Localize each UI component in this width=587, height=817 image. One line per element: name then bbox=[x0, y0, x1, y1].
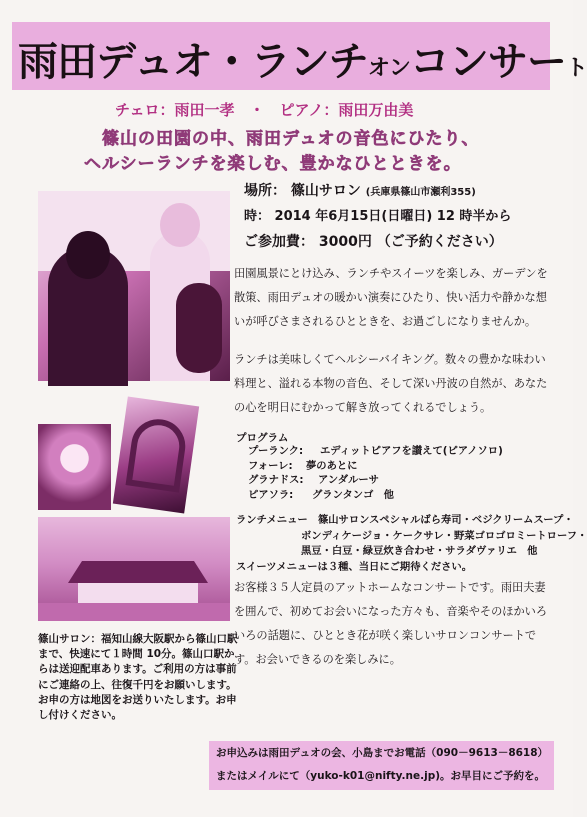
tagline-line-1: 篠山の田園の中、雨田デュオの音色にひたり、 bbox=[102, 129, 480, 149]
access-info: 篠山サロン：福知山線大阪駅から篠山口駅まで、快速にて１時間 10分。篠山口駅からは送迎配車あります。ご利用の方は事前にご連絡の上、往復千円をお願いします。 お申の方は地図をお送りいたします。お申し付けください。 bbox=[38, 633, 238, 722]
program-item: ピアソラ: グランタンゴ 他 bbox=[248, 488, 394, 501]
title-main: 雨田デュオ・ランチ bbox=[18, 39, 368, 85]
description-line: を囲んで、初めてお会いになった方々も、音楽やそのほかいろ bbox=[234, 605, 548, 618]
description-paragraph-3 bbox=[234, 576, 554, 672]
program-label: プログラム bbox=[236, 432, 289, 444]
description-paragraph-2 bbox=[234, 348, 554, 420]
lunch-line: ボンディケージョ・ケークサレ・野菜ゴロゴロミートローフ・ bbox=[301, 529, 587, 542]
description-line: お客様３５人定員のアットホームなコンサートです。雨田夫妻 bbox=[234, 581, 546, 594]
venue-name: 篠山サロン bbox=[290, 183, 361, 199]
program-item: フォーレ: 夢のあとに bbox=[248, 459, 358, 472]
description-line: 田園風景にとけ込み、ランチやスイーツを楽しみ、ガーデンを bbox=[234, 267, 548, 280]
cello-shape bbox=[176, 283, 222, 373]
title-to: ト bbox=[565, 56, 587, 81]
title-on: オン bbox=[367, 56, 410, 81]
venue-info bbox=[244, 180, 476, 200]
time-label: 時： bbox=[244, 209, 271, 224]
description-line: ランチは美味しくてヘルシーバイキング。数々の豊かな味わい bbox=[234, 353, 546, 366]
tagline-line-2: ヘルシーランチを楽しむ、豊かなひとときを。 bbox=[84, 154, 462, 174]
contact-phone: お申込みは雨田デュオの会、小島までお電話（090－9613－8618） bbox=[216, 747, 549, 759]
lunch-line: 黒豆・白豆・緑豆炊き合わせ・サラダヴァリエ 他 bbox=[301, 545, 538, 557]
sweets-line: スイーツメニューは３種、当日にご期待ください。 bbox=[236, 560, 473, 573]
garden-arch-photo bbox=[113, 397, 199, 514]
title-concert: コンサー bbox=[409, 39, 566, 85]
contact-email: またはメイルにて（yuko-k01@nifty.ne.jp)。お早目にご予約を。 bbox=[216, 770, 546, 782]
description-line: いが呼びさまされるひとときを、お過ごしになりませんか。 bbox=[234, 315, 537, 328]
fee-value: 3000円 （ご予約ください） bbox=[318, 234, 503, 250]
description-line: 料理と、溢れる本物の音色、そして深い丹波の自然が、あなた bbox=[234, 377, 548, 390]
performers-line: チェロ：雨田一孝 ・ ピアノ：雨田万由美 bbox=[115, 101, 414, 119]
fee-label: ご参加費： bbox=[244, 234, 314, 250]
venue-label: 場所： bbox=[244, 183, 286, 199]
fee-info bbox=[244, 231, 503, 251]
duo-photo bbox=[38, 191, 230, 381]
description-line: いろの話題に、ひととき花が咲く楽しいサロンコンサートで bbox=[234, 629, 537, 642]
program-list bbox=[248, 444, 503, 502]
lunch-menu bbox=[236, 513, 587, 575]
program-item: グラナドス: アンダルーサ bbox=[248, 474, 379, 486]
time-value: 2014 年6月15日(日曜日) 12 時半から bbox=[274, 209, 512, 224]
salon-house-photo bbox=[38, 517, 230, 621]
lunch-line: ランチメニュー 篠山サロンスペシャルばら寿司・ベジクリームスープ・ bbox=[236, 514, 574, 526]
time-info bbox=[244, 205, 511, 224]
description-line: 散策、雨田デュオの暖かい演奏にひたり、快い活力や静かな想 bbox=[234, 291, 547, 304]
page-title bbox=[18, 30, 587, 87]
description-line: す。お会いできるのを楽しみに。 bbox=[234, 653, 401, 666]
program-item: プーランク: エディットピアフを讃えて(ピアノソロ) bbox=[248, 445, 503, 457]
description-line: の心を明日にむかって解き放ってくれるでしょう。 bbox=[234, 401, 492, 414]
venue-address: (兵庫県篠山市瀬利355) bbox=[365, 187, 476, 198]
description-paragraph-1 bbox=[234, 262, 554, 334]
flower-photo bbox=[38, 424, 111, 510]
